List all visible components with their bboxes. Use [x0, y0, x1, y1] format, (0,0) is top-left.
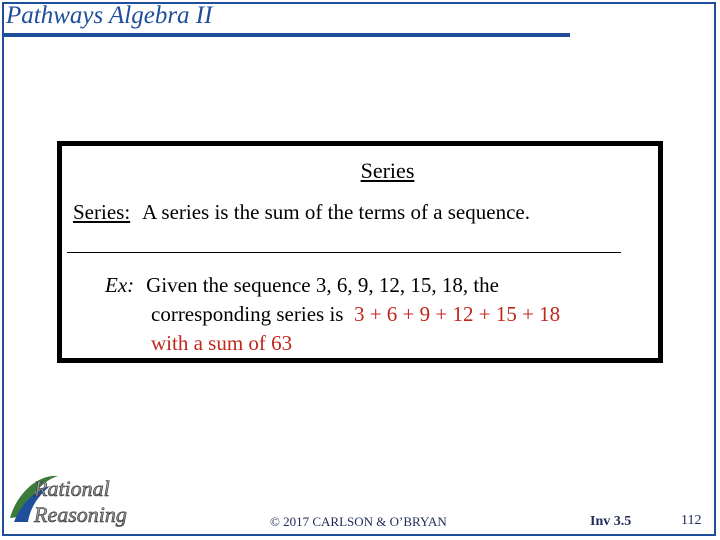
- definition-box: [57, 141, 663, 363]
- footer-investigation: Inv 3.5: [590, 514, 632, 529]
- example-series: 3 + 6 + 9 + 12 + 15 + 18: [353, 302, 561, 326]
- rational-reasoning-logo: [6, 466, 178, 528]
- header-rule: [2, 33, 570, 37]
- definition: [73, 200, 530, 225]
- box-title: Series: [360, 158, 415, 183]
- example-line-1: Given the sequence 3, 6, 9, 12, 15, 18, the: [146, 273, 499, 297]
- example-line-3: with a sum of 63: [151, 331, 293, 355]
- definition-text: A series is the sum of the terms of a sequence.: [142, 200, 530, 224]
- footer-copyright: © 2017 CARLSON & O’BRYAN: [270, 514, 447, 529]
- divider: [67, 252, 621, 253]
- example-label: Ex:: [105, 273, 135, 297]
- example-line-2: corresponding series is: [151, 302, 344, 326]
- header-title: Pathways Algebra II: [6, 2, 213, 29]
- footer-page-number: 112: [681, 513, 702, 528]
- example: [105, 271, 560, 358]
- logo-line-2: Reasoning: [34, 502, 127, 527]
- logo-line-1: Rational: [34, 476, 110, 501]
- definition-term: Series:: [73, 200, 131, 224]
